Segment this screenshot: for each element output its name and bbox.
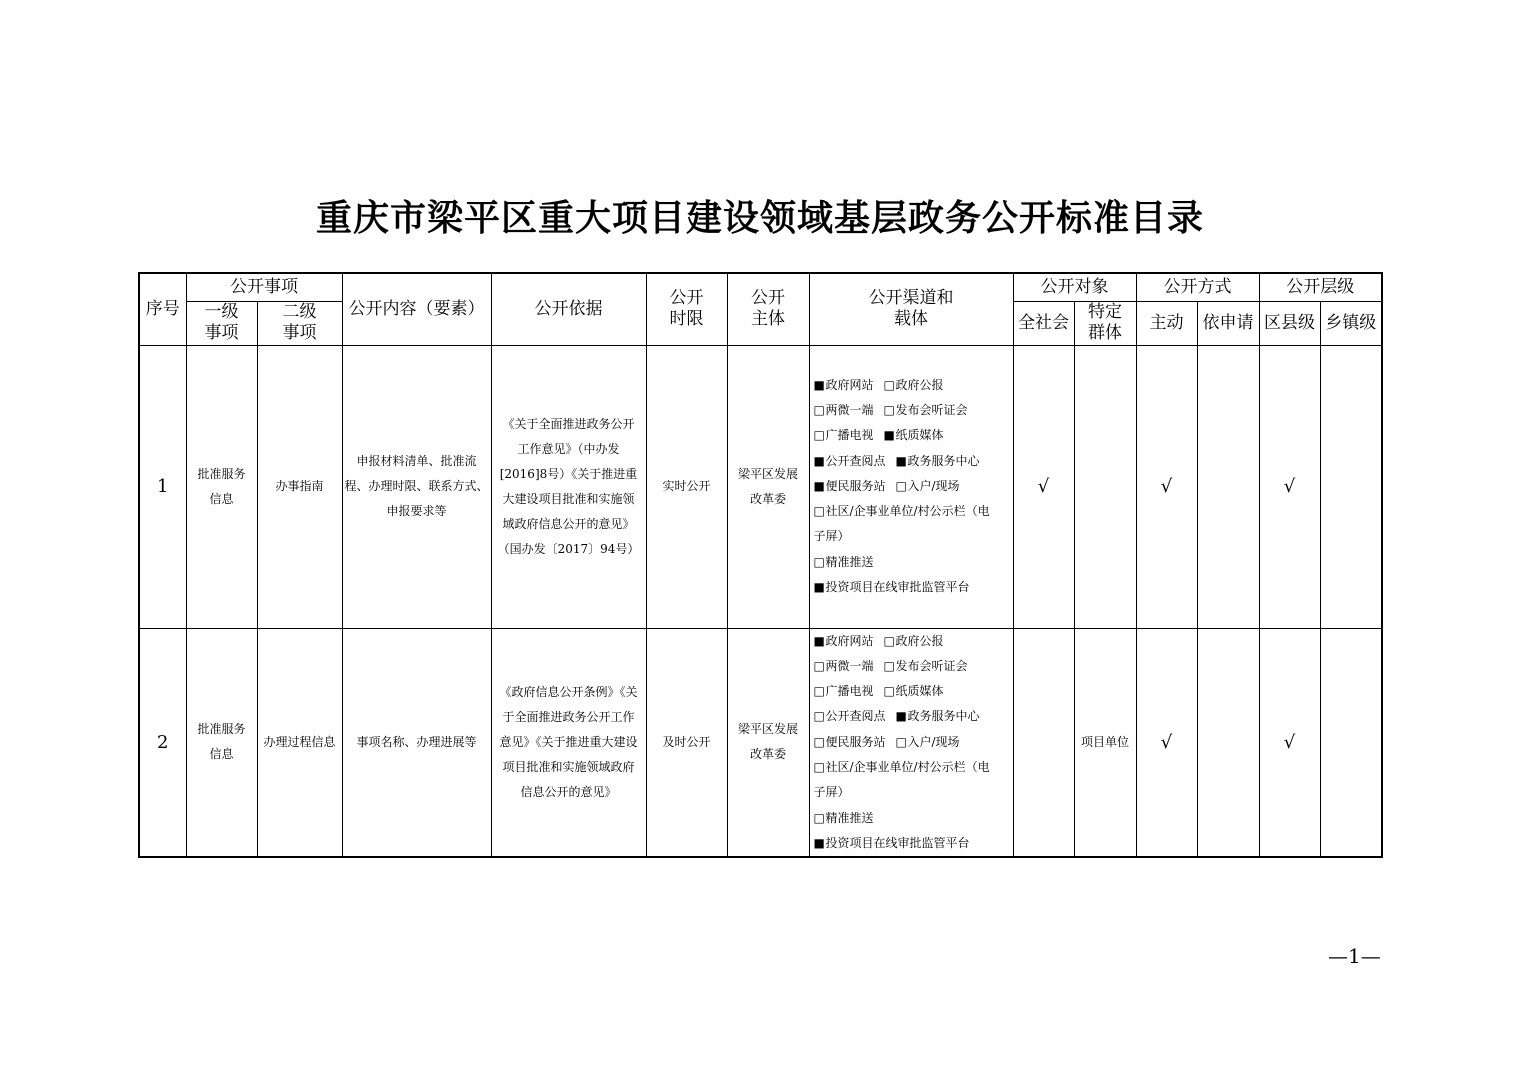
channel-item — [814, 785, 850, 799]
header-seq: 序号 — [139, 273, 186, 345]
unchecked-box-icon: □ — [813, 684, 825, 699]
channel-label: 便民服务站 — [825, 734, 886, 749]
header-target-specific: 特定 群体 — [1074, 301, 1136, 345]
checked-box-icon: ■ — [883, 428, 895, 443]
channel-item — [814, 659, 874, 673]
channel-item — [814, 735, 886, 749]
row-time-limit: 及时公开 — [646, 628, 727, 857]
unchecked-box-icon: □ — [883, 658, 895, 673]
channel-label: 子屏） — [813, 785, 850, 800]
checked-box-icon: ■ — [813, 453, 825, 468]
channel-item — [884, 634, 944, 648]
channel-label: 纸质媒体 — [895, 428, 944, 443]
channel-line — [814, 679, 1011, 704]
row-level-county: √ — [1259, 345, 1320, 628]
row-level-town — [1320, 628, 1382, 857]
channel-item — [884, 403, 968, 417]
channel-line — [814, 780, 1011, 805]
checked-box-icon: ■ — [813, 478, 825, 493]
channel-line — [814, 398, 1011, 423]
channel-label: 入户/现场 — [907, 478, 960, 493]
row-seq: 2 — [139, 628, 186, 857]
checked-box-icon: ■ — [813, 580, 825, 595]
checked-box-icon: ■ — [813, 377, 825, 392]
channel-item — [814, 836, 970, 850]
channel-item — [814, 454, 886, 468]
channel-label: 发布会听证会 — [895, 402, 968, 417]
row-target-specific — [1074, 345, 1136, 628]
channel-line — [814, 423, 1011, 448]
header-target-all: 全社会 — [1013, 301, 1074, 345]
channel-label: 广播电视 — [825, 428, 874, 443]
header-level-county: 区县级 — [1259, 301, 1320, 345]
channel-label: 投资项目在线审批监管平台 — [825, 580, 970, 595]
channel-line — [814, 373, 1011, 398]
row-method-active: √ — [1136, 345, 1197, 628]
channel-line — [814, 806, 1011, 831]
header-content: 公开内容（要素） — [342, 273, 491, 345]
channel-label: 投资项目在线审批监管平台 — [825, 835, 970, 850]
document-title: 重庆市梁平区重大项目建设领域基层政务公开标准目录 — [315, 197, 1204, 239]
row-subject: 梁平区发展 改革委 — [727, 345, 809, 628]
row-level2: 办理过程信息 — [257, 628, 342, 857]
unchecked-box-icon: □ — [813, 759, 825, 774]
channel-item — [814, 479, 886, 493]
channel-item — [814, 403, 874, 417]
row-basis: 《关于全面推进政务公开 工作意见》（中办发 [2016]8号）《关于推进重 大建设项目批准和实施领 域政府信息公开的意见》 （国办发〔2017〕94号） — [491, 345, 646, 628]
channel-label: 精准推送 — [825, 554, 874, 569]
channel-item — [814, 580, 970, 594]
channel-item — [814, 428, 874, 442]
row-level1: 批准服务 信息 — [186, 628, 257, 857]
channel-item — [884, 428, 944, 442]
row-channels — [809, 345, 1013, 628]
channel-item — [814, 760, 990, 774]
row-level-county: √ — [1259, 628, 1320, 857]
checked-box-icon: ■ — [813, 633, 825, 648]
channel-label: 政府公报 — [895, 633, 944, 648]
row-method-request — [1197, 345, 1259, 628]
unchecked-box-icon: □ — [813, 734, 825, 749]
channel-label: 政府网站 — [825, 633, 874, 648]
channel-label: 公开查阅点 — [825, 709, 886, 724]
channel-label: 纸质媒体 — [895, 684, 944, 699]
channel-item — [884, 684, 944, 698]
header-items-group: 公开事项 — [186, 273, 342, 301]
unchecked-box-icon: □ — [813, 709, 825, 724]
unchecked-box-icon: □ — [813, 402, 825, 417]
header-level2: 二级 事项 — [257, 301, 342, 345]
channel-line — [814, 730, 1011, 755]
channel-item — [814, 634, 874, 648]
channel-label: 入户/现场 — [907, 734, 960, 749]
channel-label: 精准推送 — [825, 810, 874, 825]
channel-label: 广播电视 — [825, 684, 874, 699]
header-target-group: 公开对象 — [1013, 273, 1136, 301]
header-level1: 一级 事项 — [186, 301, 257, 345]
header-channels: 公开渠道和 载体 — [809, 273, 1013, 345]
unchecked-box-icon: □ — [883, 377, 895, 392]
row-method-request — [1197, 628, 1259, 857]
channel-line — [814, 831, 1011, 856]
header-subject: 公开 主体 — [727, 273, 809, 345]
channel-item — [814, 504, 990, 518]
row-content: 申报材料清单、批准流 程、办理时限、联系方式、 申报要求等 — [342, 345, 491, 628]
channel-line — [814, 474, 1011, 499]
unchecked-box-icon: □ — [883, 684, 895, 699]
header-method-request: 依申请 — [1197, 301, 1259, 345]
row-level2: 办事指南 — [257, 345, 342, 628]
row-level-town — [1320, 345, 1382, 628]
channel-item — [814, 529, 850, 543]
channel-label: 两微一端 — [825, 658, 874, 673]
row-channels — [809, 628, 1013, 857]
unchecked-box-icon: □ — [883, 633, 895, 648]
header-level-town: 乡镇级 — [1320, 301, 1382, 345]
channel-label: 两微一端 — [825, 402, 874, 417]
channel-label: 公开查阅点 — [825, 453, 886, 468]
channel-line — [814, 550, 1011, 575]
catalog-table — [138, 272, 1383, 858]
channel-item — [814, 811, 874, 825]
channel-item — [814, 684, 874, 698]
row-time-limit: 实时公开 — [646, 345, 727, 628]
channel-line — [814, 449, 1011, 474]
channel-label: 政务服务中心 — [907, 709, 980, 724]
channel-item — [896, 454, 980, 468]
table-row — [139, 628, 1382, 857]
channel-label: 社区/企事业单位/村公示栏（电 — [825, 759, 990, 774]
channel-item — [896, 479, 960, 493]
unchecked-box-icon: □ — [813, 810, 825, 825]
checked-box-icon: ■ — [895, 709, 907, 724]
row-content: 事项名称、办理进展等 — [342, 628, 491, 857]
channel-line — [814, 499, 1011, 524]
channel-label: 政府公报 — [895, 377, 944, 392]
checked-box-icon: ■ — [895, 453, 907, 468]
table-row — [139, 345, 1382, 628]
header-basis: 公开依据 — [491, 273, 646, 345]
row-basis: 《政府信息公开条例》《关 于全面推进政务公开工作 意见》《关于推进重大建设 项目批准和实施领域政府 信息公开的意见》 — [491, 628, 646, 857]
header-time-limit: 公开 时限 — [646, 273, 727, 345]
channel-line — [814, 524, 1011, 549]
channel-label: 发布会听证会 — [895, 658, 968, 673]
channel-item — [814, 555, 874, 569]
header-method-active: 主动 — [1136, 301, 1197, 345]
channel-item — [896, 735, 960, 749]
channel-line — [814, 755, 1011, 780]
unchecked-box-icon: □ — [813, 504, 825, 519]
channel-label: 政府网站 — [825, 377, 874, 392]
unchecked-box-icon: □ — [895, 478, 907, 493]
unchecked-box-icon: □ — [813, 554, 825, 569]
row-target-all — [1013, 628, 1074, 857]
row-subject: 梁平区发展 改革委 — [727, 628, 809, 857]
channel-item — [896, 709, 980, 723]
channel-line — [814, 654, 1011, 679]
channel-item — [884, 659, 968, 673]
row-method-active: √ — [1136, 628, 1197, 857]
channel-item — [884, 378, 944, 392]
channel-label: 子屏） — [813, 529, 850, 544]
row-seq: 1 — [139, 345, 186, 628]
row-level1: 批准服务 信息 — [186, 345, 257, 628]
channel-label: 便民服务站 — [825, 478, 886, 493]
header-row-top — [139, 273, 1382, 301]
unchecked-box-icon: □ — [813, 428, 825, 443]
unchecked-box-icon: □ — [883, 402, 895, 417]
channel-line — [814, 575, 1011, 600]
unchecked-box-icon: □ — [813, 658, 825, 673]
channel-item — [814, 709, 886, 723]
channel-label: 政务服务中心 — [907, 453, 980, 468]
channel-label: 社区/企事业单位/村公示栏（电 — [825, 504, 990, 519]
channel-line — [814, 704, 1011, 729]
unchecked-box-icon: □ — [895, 734, 907, 749]
channel-line — [814, 629, 1011, 654]
header-method-group: 公开方式 — [1136, 273, 1259, 301]
row-target-all: √ — [1013, 345, 1074, 628]
row-target-specific: 项目单位 — [1074, 628, 1136, 857]
channel-item — [814, 378, 874, 392]
page-number: —1— — [1328, 944, 1381, 968]
checked-box-icon: ■ — [813, 835, 825, 850]
header-level-group: 公开层级 — [1259, 273, 1382, 301]
